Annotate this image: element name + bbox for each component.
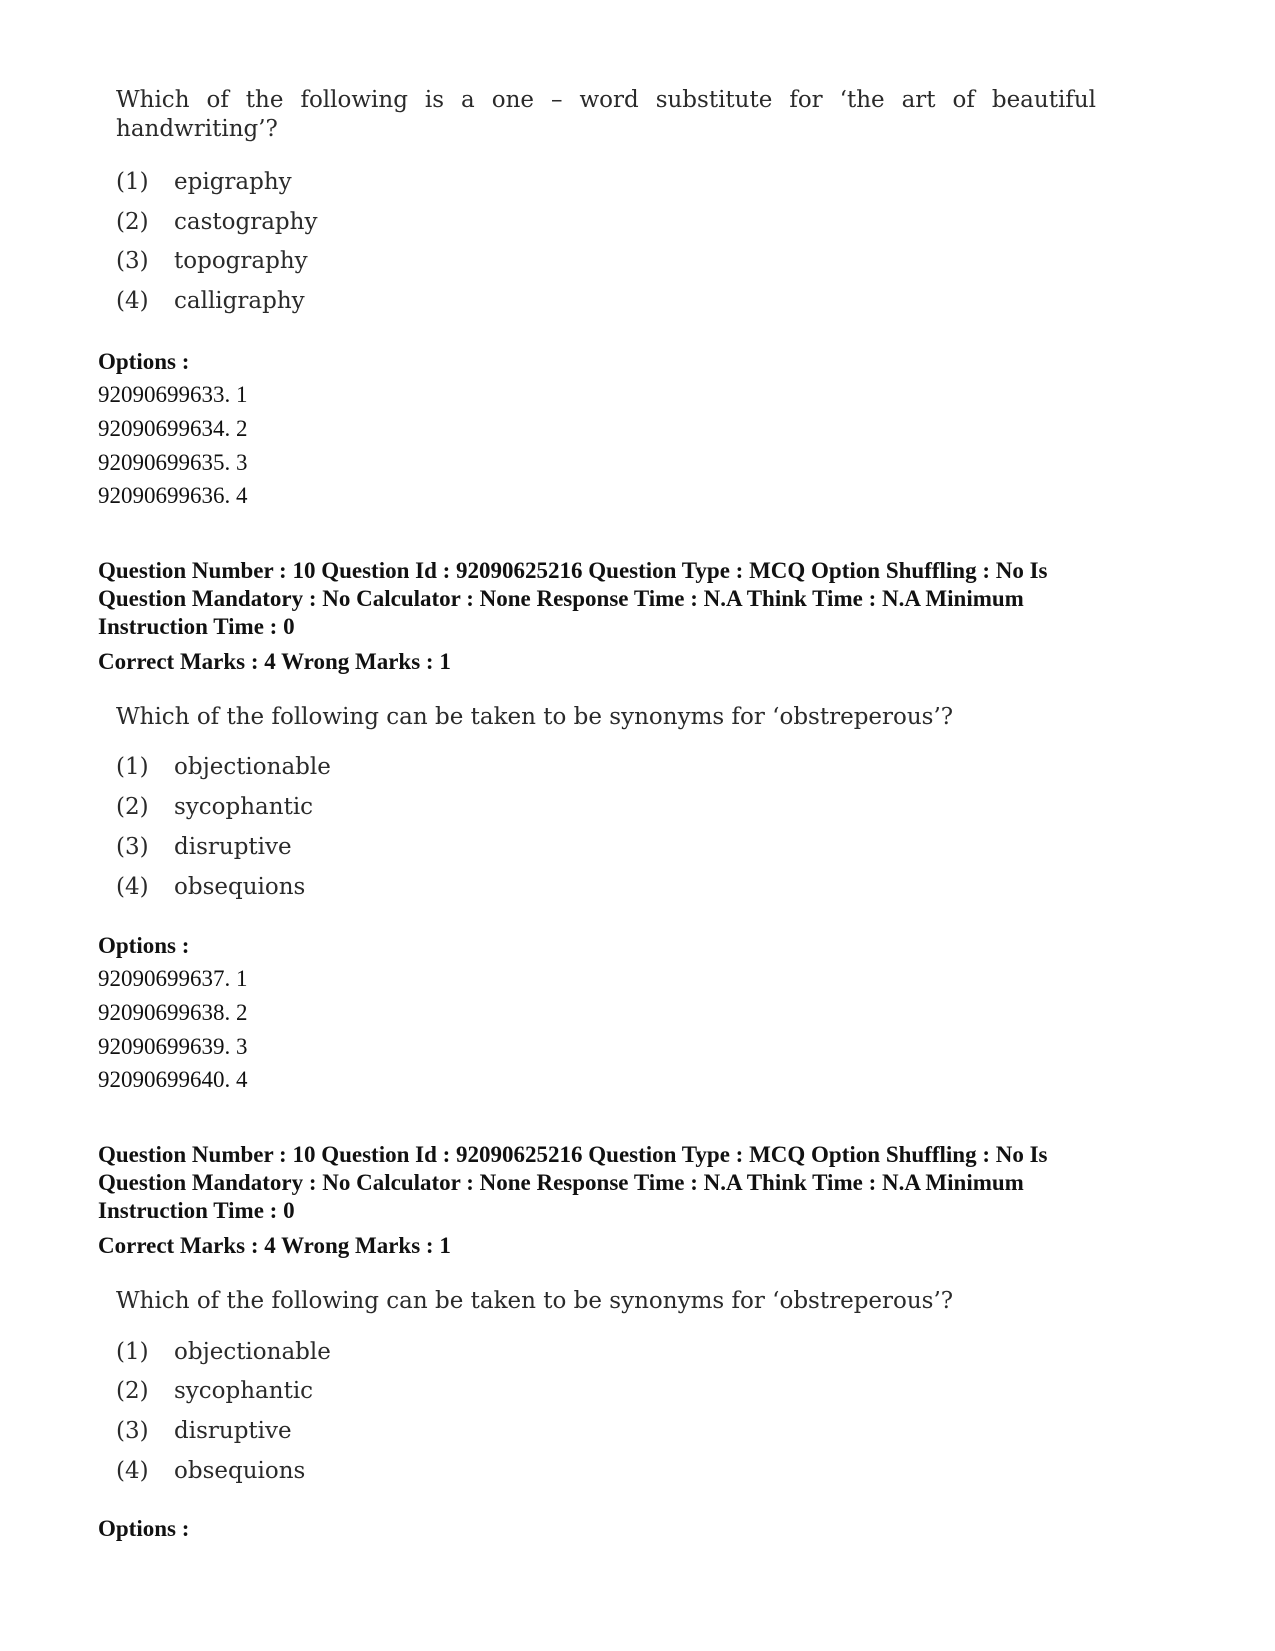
choice-text: calligraphy xyxy=(174,288,305,314)
choice-number: (1) xyxy=(116,1339,149,1365)
choice-text: disruptive xyxy=(174,1418,292,1444)
option-id: 92090699634. 2 xyxy=(98,416,248,441)
question-meta: Question Number : 10 Question Id : 92090625216 Question Type : MCQ Option Shuffling : No Is Question Mandatory : No Calculator : None Response Time : N.A Think Time : N.A Minimum Instruction Time : 0 xyxy=(98,558,1048,639)
choice xyxy=(116,1416,292,1446)
choice xyxy=(116,1337,331,1367)
choice xyxy=(116,167,292,197)
choice-number: (1) xyxy=(116,754,149,780)
option-id: 92090699640. 4 xyxy=(98,1067,248,1092)
choice-text: sycophantic xyxy=(174,794,314,820)
marks-line: Correct Marks : 4 Wrong Marks : 1 xyxy=(98,649,451,674)
option-id: 92090699639. 3 xyxy=(98,1034,248,1059)
choice-text: objectionable xyxy=(174,1339,331,1365)
choice-text: disruptive xyxy=(174,834,292,860)
choice-text: objectionable xyxy=(174,754,331,780)
choice-number: (3) xyxy=(116,248,149,274)
choice xyxy=(116,792,313,822)
choice xyxy=(116,246,308,276)
choice-number: (4) xyxy=(116,1458,149,1484)
choice-text: obsequions xyxy=(174,1458,306,1484)
option-id: 92090699638. 2 xyxy=(98,1000,248,1025)
choice xyxy=(116,286,305,316)
choice xyxy=(116,752,331,782)
question-text: Which of the following can be taken to be synonyms for ‘obstreperous’? xyxy=(116,704,954,730)
choice-text: obsequions xyxy=(174,874,306,900)
choice xyxy=(116,1456,305,1486)
choice xyxy=(116,872,305,902)
question-text: Which of the following is a one – word substitute for ‘the art of beautiful handwriting’? xyxy=(116,87,1096,142)
choice-number: (2) xyxy=(116,794,149,820)
choice-text: castography xyxy=(174,209,318,235)
choice-number: (3) xyxy=(116,1418,149,1444)
choice xyxy=(116,207,317,237)
choice-number: (4) xyxy=(116,874,149,900)
choice-number: (2) xyxy=(116,1378,149,1404)
options-label: Options : xyxy=(98,1516,190,1541)
option-id: 92090699636. 4 xyxy=(98,483,248,508)
choice-number: (4) xyxy=(116,288,149,314)
question-text: Which of the following can be taken to be synonyms for ‘obstreperous’? xyxy=(116,1288,954,1314)
choice xyxy=(116,832,292,862)
choice-text: sycophantic xyxy=(174,1378,314,1404)
options-label: Options : xyxy=(98,933,190,958)
choice-text: topography xyxy=(174,248,308,274)
marks-line: Correct Marks : 4 Wrong Marks : 1 xyxy=(98,1233,451,1258)
option-id: 92090699637. 1 xyxy=(98,966,248,991)
choice-number: (2) xyxy=(116,209,149,235)
choice-number: (3) xyxy=(116,834,149,860)
choice-text: epigraphy xyxy=(174,169,292,195)
choice-number: (1) xyxy=(116,169,149,195)
option-id: 92090699635. 3 xyxy=(98,450,248,475)
options-label: Options : xyxy=(98,349,190,374)
choice xyxy=(116,1376,313,1406)
option-id: 92090699633. 1 xyxy=(98,382,248,407)
question-meta: Question Number : 10 Question Id : 92090625216 Question Type : MCQ Option Shuffling : No Is Question Mandatory : No Calculator : None Response Time : N.A Think Time : N.A Minimum Instruction Time : 0 xyxy=(98,1142,1048,1223)
